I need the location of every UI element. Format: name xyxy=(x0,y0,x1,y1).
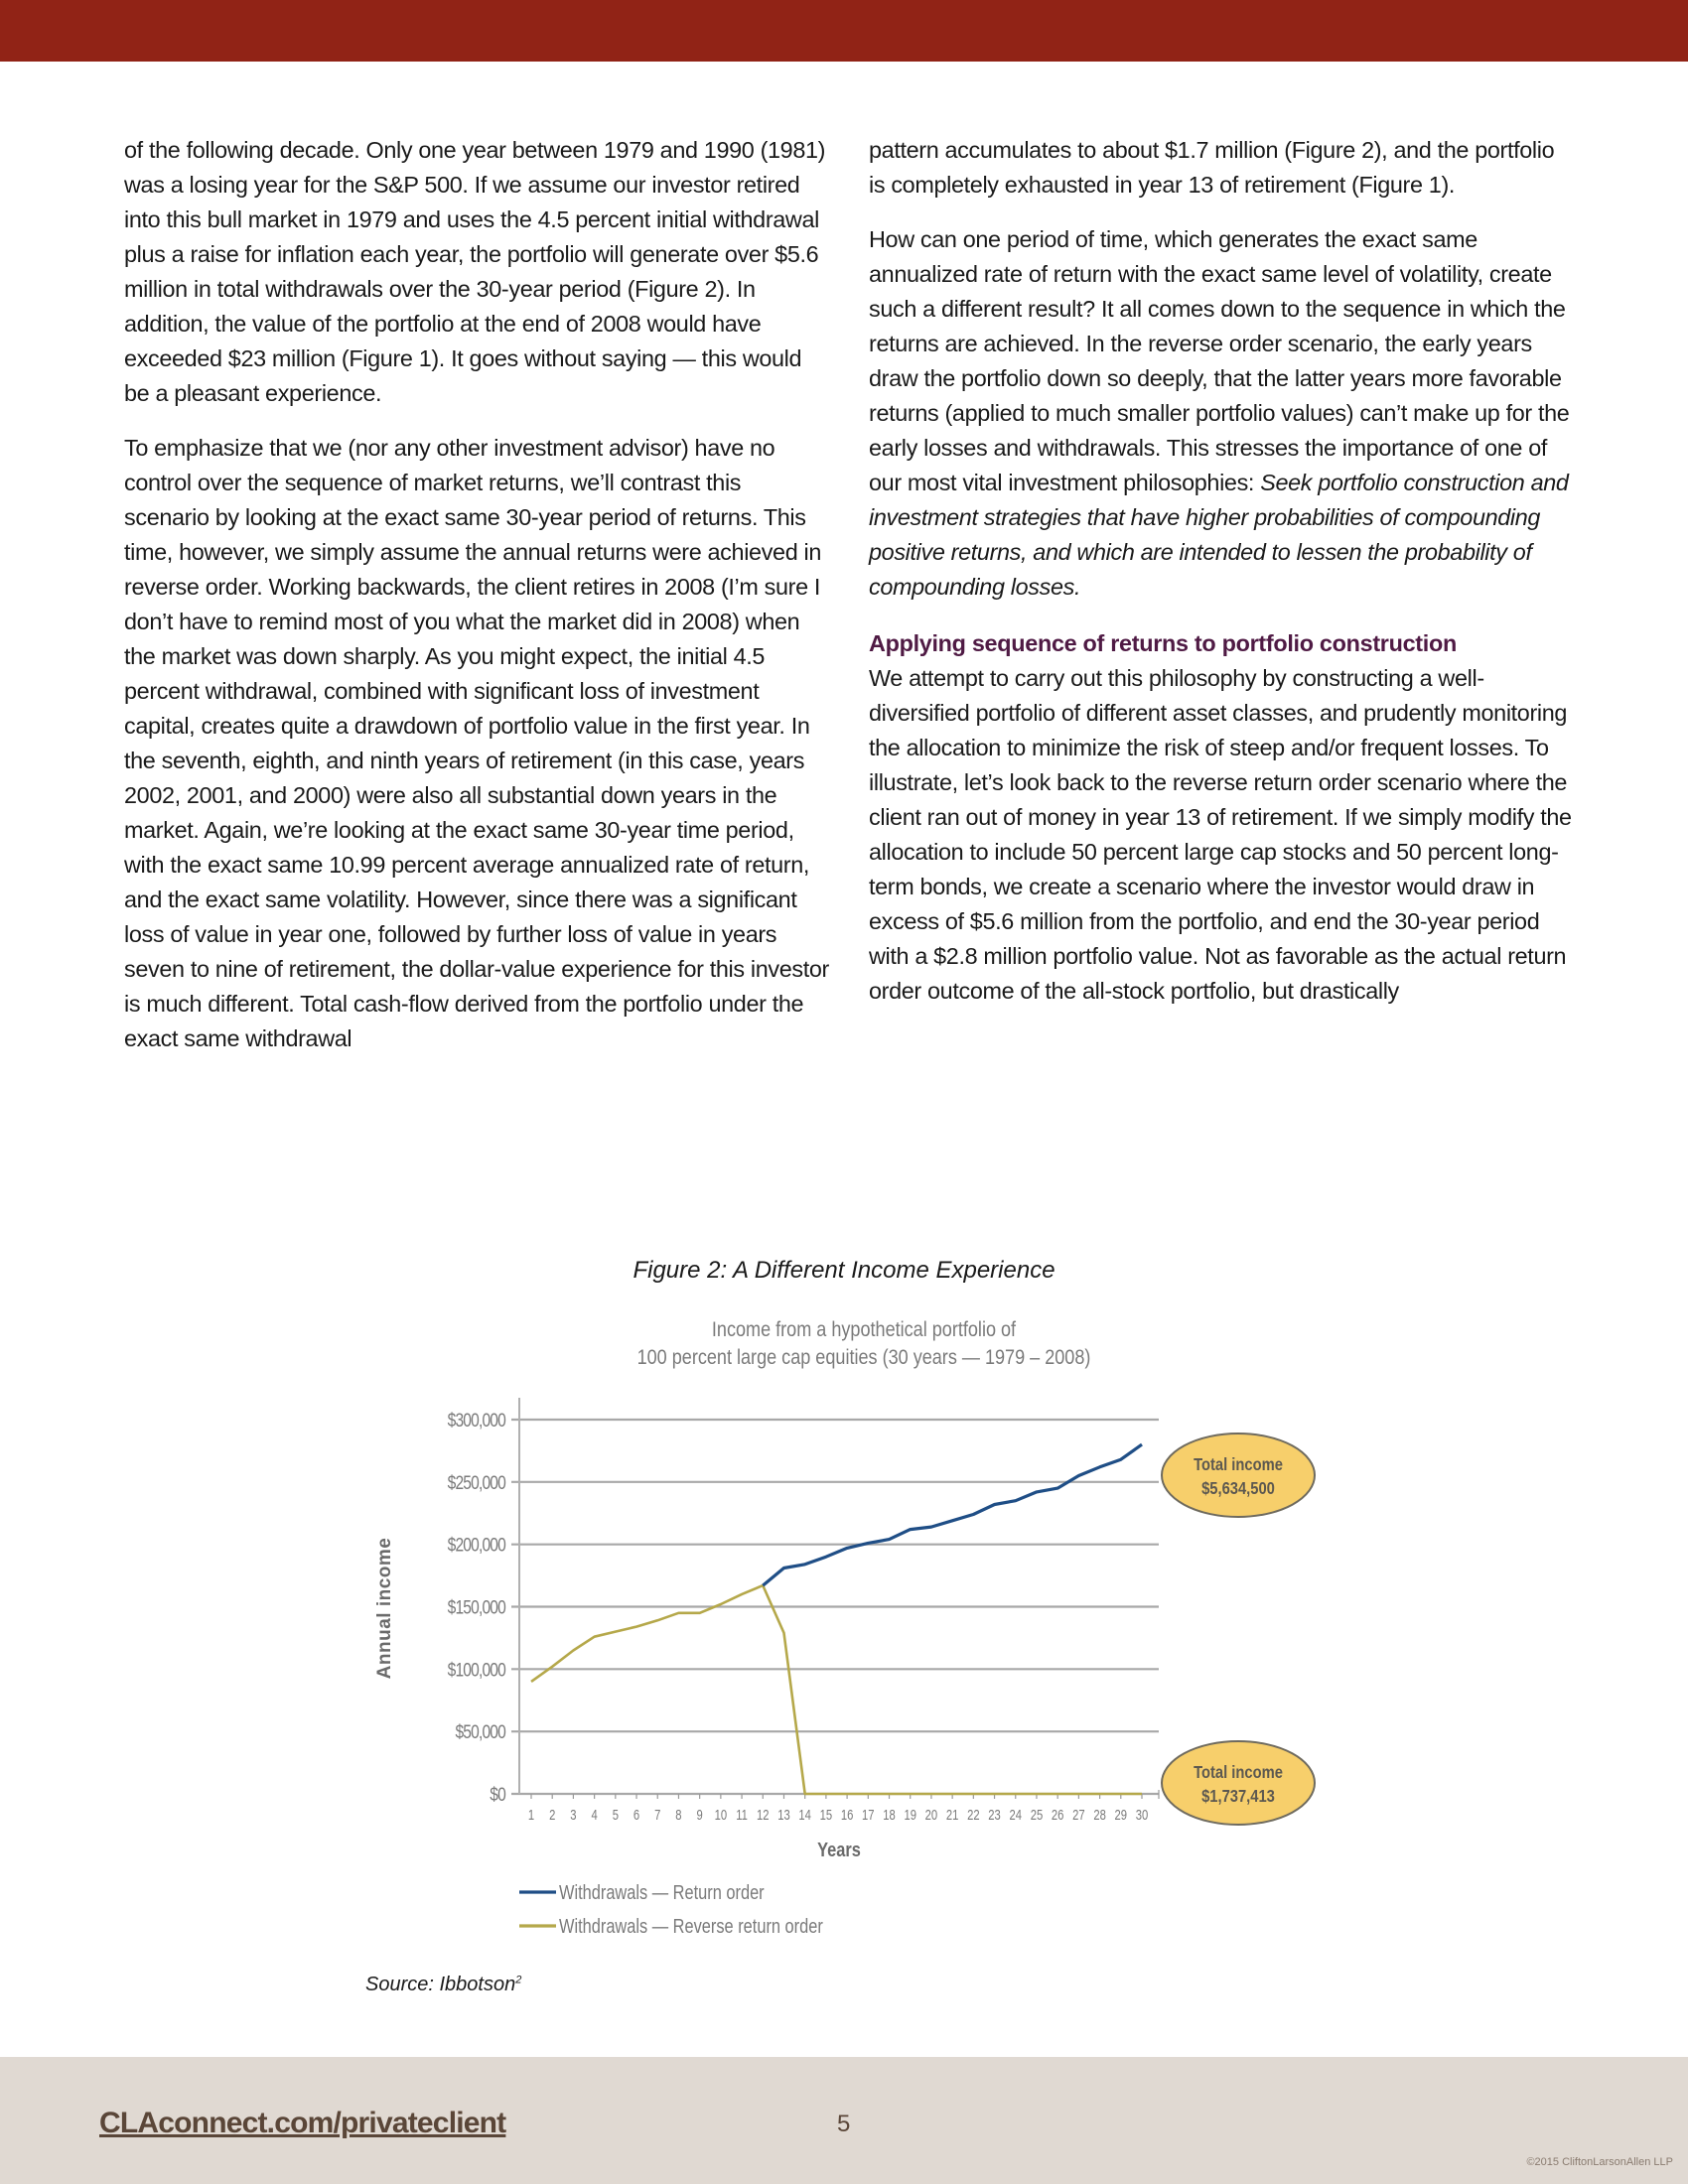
x-tick-label: 22 xyxy=(967,1806,980,1824)
x-tick-label: 20 xyxy=(924,1806,938,1824)
series-line-return-order xyxy=(763,1444,1142,1585)
x-axis-label: Years xyxy=(817,1838,861,1861)
x-tick-label: 28 xyxy=(1093,1806,1106,1824)
footer xyxy=(0,2057,1688,2184)
page-number: 5 xyxy=(837,2111,851,2137)
source-label: Source: Ibbotson xyxy=(365,1974,516,1995)
body-text: How can one period of time, which generates the exact same annualized rate of return with the exact same level of volatility, create such a different result? It all comes down to the sequence in which the returns are achieved. In the reverse order scenario, the early years draw the portfolio down so deeply, that the latter years more favorable returns (applied to much smaller portfolio values) can’t make up for the early losses and withdrawals. This stresses the importance of one of our most vital investment philosophies: xyxy=(869,226,1570,495)
y-tick-label: $50,000 xyxy=(455,1720,506,1743)
bubble-value: $5,634,500 xyxy=(1201,1478,1275,1499)
body-paragraph: To emphasize that we (nor any other investment advisor) have no control over the sequence of market returns, we’ll contrast this scenario by looking at the exact same 30-year period of returns. This time, however, we simply assume the annual returns were achieved in reverse order. Working backwards, the client retires in 2008 (I’m sure I don’t have to remind most of you what the market did in 2008) when the market was down sharply. As you might expect, the initial 4.5 percent withdrawal, combined with significant loss of investment capital, creates quite a drawdown of portfolio value in the first year. In the seventh, eighth, and ninth years of retirement (in this case, years 2002, 2001, and 2000) were also all substantial down years in the market. Again, we’re looking at the exact same 30-year time period, with the exact same 10.99 percent average annualized rate of return, and the exact same volatility. However, since there was a significant loss of value in year one, followed by further loss of value in years seven to nine of retirement, the dollar-value experience for this investor is much different. Total cash-flow derived from the portfolio under the exact same withdrawal xyxy=(124,435,829,1051)
y-tick-label: $0 xyxy=(490,1783,506,1806)
x-tick-label: 23 xyxy=(988,1806,1001,1824)
x-tick-label: 7 xyxy=(654,1806,661,1824)
y-tick-label: $250,000 xyxy=(447,1471,506,1494)
x-tick-label: 21 xyxy=(945,1806,959,1824)
x-tick-label: 5 xyxy=(612,1806,619,1824)
x-tick-label: 25 xyxy=(1030,1806,1044,1824)
x-tick-label: 26 xyxy=(1051,1806,1064,1824)
bubble-shape xyxy=(1162,1741,1315,1825)
figure-source xyxy=(365,1974,521,1996)
x-tick-label: 27 xyxy=(1072,1806,1085,1824)
bubble-label: Total income xyxy=(1194,1454,1283,1475)
source-footnote: 2 xyxy=(515,1974,522,1986)
x-tick-label: 12 xyxy=(757,1806,770,1824)
x-tick-label: 18 xyxy=(883,1806,896,1824)
copyright: ©2015 CliftonLarsonAllen LLP xyxy=(1526,2156,1673,2168)
x-tick-label: 8 xyxy=(675,1806,682,1824)
figure-caption: Figure 2: A Different Income Experience xyxy=(633,1257,1055,1284)
website-link[interactable]: CLAconnect.com/privateclient xyxy=(99,2107,506,2139)
x-tick-label: 30 xyxy=(1135,1806,1149,1824)
y-tick-label: $100,000 xyxy=(447,1658,506,1681)
x-tick-label: 16 xyxy=(840,1806,854,1824)
x-tick-label: 17 xyxy=(862,1806,875,1824)
series-line-reverse-order xyxy=(531,1585,1142,1794)
y-tick-label: $300,000 xyxy=(447,1409,506,1432)
section-heading: Applying sequence of returns to portfolio construction xyxy=(869,630,1457,656)
x-tick-label: 24 xyxy=(1009,1806,1023,1824)
x-tick-label: 11 xyxy=(736,1806,748,1824)
x-tick-label: 14 xyxy=(798,1806,811,1824)
philosophy-quote: Seek portfolio construction and investment strategies that have higher probabilities of compounding positive returns, and which are intended to lessen the probability of compounding losses. xyxy=(869,470,1569,600)
total-income-bubble xyxy=(1162,1741,1315,1825)
bubble-shape xyxy=(1162,1433,1315,1517)
x-tick-label: 1 xyxy=(527,1806,535,1824)
x-tick-label: 19 xyxy=(904,1806,916,1824)
x-tick-label: 10 xyxy=(714,1806,728,1824)
x-tick-label: 4 xyxy=(591,1806,598,1824)
body-paragraph: pattern accumulates to about $1.7 million (Figure 2), and the portfolio is completely exhausted in year 13 of retirement (Figure 1). xyxy=(869,137,1555,198)
total-income-bubble xyxy=(1162,1433,1315,1517)
x-tick-label: 9 xyxy=(696,1806,703,1824)
y-tick-label: $200,000 xyxy=(447,1534,506,1557)
x-tick-label: 6 xyxy=(633,1806,640,1824)
chart-title-line-2: 100 percent large cap equities (30 years — 1979 – 2008) xyxy=(636,1346,1091,1369)
chart-title-line-1: Income from a hypothetical portfolio of xyxy=(711,1318,1017,1341)
x-tick-label: 2 xyxy=(549,1806,556,1824)
legend-label: Withdrawals — Return order xyxy=(559,1880,765,1904)
x-tick-label: 13 xyxy=(777,1806,790,1824)
y-tick-label: $150,000 xyxy=(447,1596,506,1618)
bubble-label: Total income xyxy=(1194,1762,1283,1783)
y-axis-label: Annual income xyxy=(374,1537,395,1680)
x-tick-label: 15 xyxy=(819,1806,833,1824)
x-tick-label: 29 xyxy=(1114,1806,1128,1824)
bubble-value: $1,737,413 xyxy=(1201,1786,1275,1807)
body-paragraph: We attempt to carry out this philosophy by constructing a well-diversified portfolio of different asset classes, and prudently monitoring the allocation to minimize the risk of steep and/or frequent losses. To illustrate, let’s look back to the reverse return order scenario where the client ran out of money in year 13 of retirement. If we simply modify the allocation to include 50 percent large cap stocks and 50 percent long-term bonds, we create a scenario where the investor would draw in excess of $5.6 million from the portfolio, and end the 30-year period with a $2.8 million portfolio value. Not as favorable as the actual return order outcome of the all-stock portfolio, but drastically xyxy=(869,665,1572,1004)
legend-label: Withdrawals — Reverse return order xyxy=(559,1914,823,1938)
body-paragraph: of the following decade. Only one year between 1979 and 1990 (1981) was a losing year for the S&P 500. If we assume our investor retired into this bull market in 1979 and uses the 4.5 percent initial withdrawal plus a raise for inflation each year, the portfolio will generate over $5.6 million in total withdrawals over the 30-year period (Figure 2). In addition, the value of the portfolio at the end of 2008 would have exceeded $23 million (Figure 1). It goes without saying — this would be a pleasant experience. xyxy=(124,137,826,406)
x-tick-label: 3 xyxy=(570,1806,577,1824)
